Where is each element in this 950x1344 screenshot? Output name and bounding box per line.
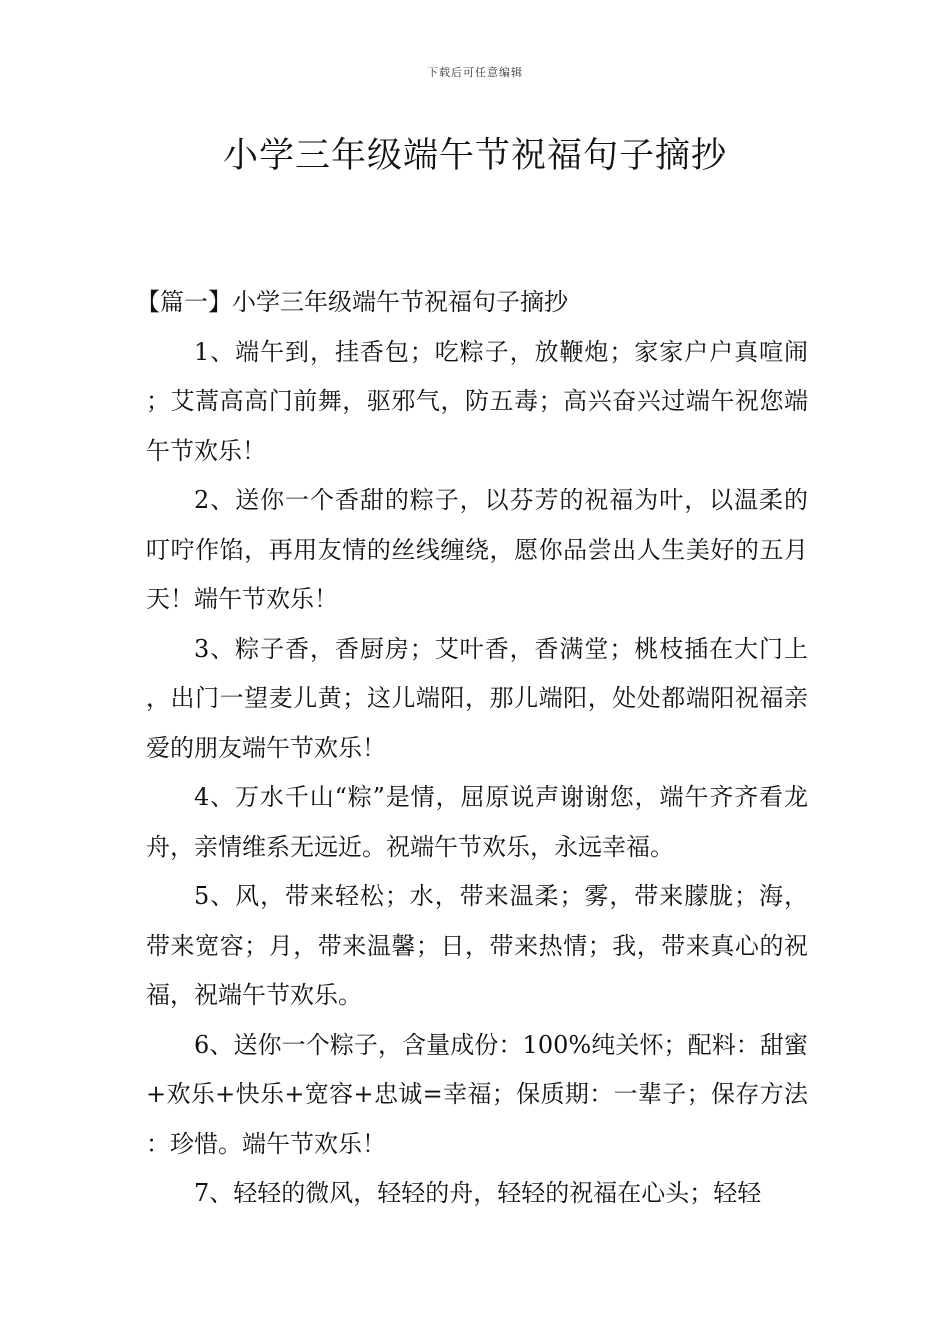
paragraph-1: 1、端午到，挂香包；吃粽子，放鞭炮；家家户户真喧闹；艾蒿高高门前舞，驱邪气，防五毒；高兴奋兴过端午祝您端午节欢乐！ xyxy=(146,337,808,465)
paragraph-2: 2、送你一个香甜的粽子，以芬芳的祝福为叶，以温柔的叮咛作馅，再用友情的丝线缠绕，愿你品尝出人生美好的五月天！端午节欢乐！ xyxy=(146,486,808,613)
paragraph-7: 7、轻轻的微风，轻轻的舟，轻轻的祝福在心头；轻轻 xyxy=(194,1179,762,1207)
header-note: 下载后可任意编辑 xyxy=(427,66,523,79)
paragraph-4: 4、万水千山“粽”是情，屈原说声谢谢您，端午齐齐看龙舟，亲情维系无远近。祝端午节欢乐，永远幸福。 xyxy=(146,783,808,861)
paragraph-3: 3、粽子香，香厨房；艾叶香，香满堂；桃枝插在大门上，出门一望麦儿黄；这儿端阳，那儿端阳，处处都端阳祝福亲爱的朋友端午节欢乐！ xyxy=(146,634,808,762)
document-title: 小学三年级端午节祝福句子摘抄 xyxy=(222,136,727,176)
paragraph-5: 5、风，带来轻松；水，带来温柔；雾，带来朦胧；海，带来宽容；月，带来温馨；日，带来热情；我，带来真心的祝福，祝端午节欢乐。 xyxy=(146,882,808,1009)
section-heading: 【篇一】小学三年级端午节祝福句子摘抄 xyxy=(136,288,568,316)
document-body xyxy=(136,278,808,1219)
paragraph-6: 6、送你一个粽子，含量成份：100%纯关怀；配料：甜蜜+欢乐+快乐+宽容+忠诚=幸福；保质期：一辈子；保存方法：珍惜。端午节欢乐！ xyxy=(146,1030,808,1158)
